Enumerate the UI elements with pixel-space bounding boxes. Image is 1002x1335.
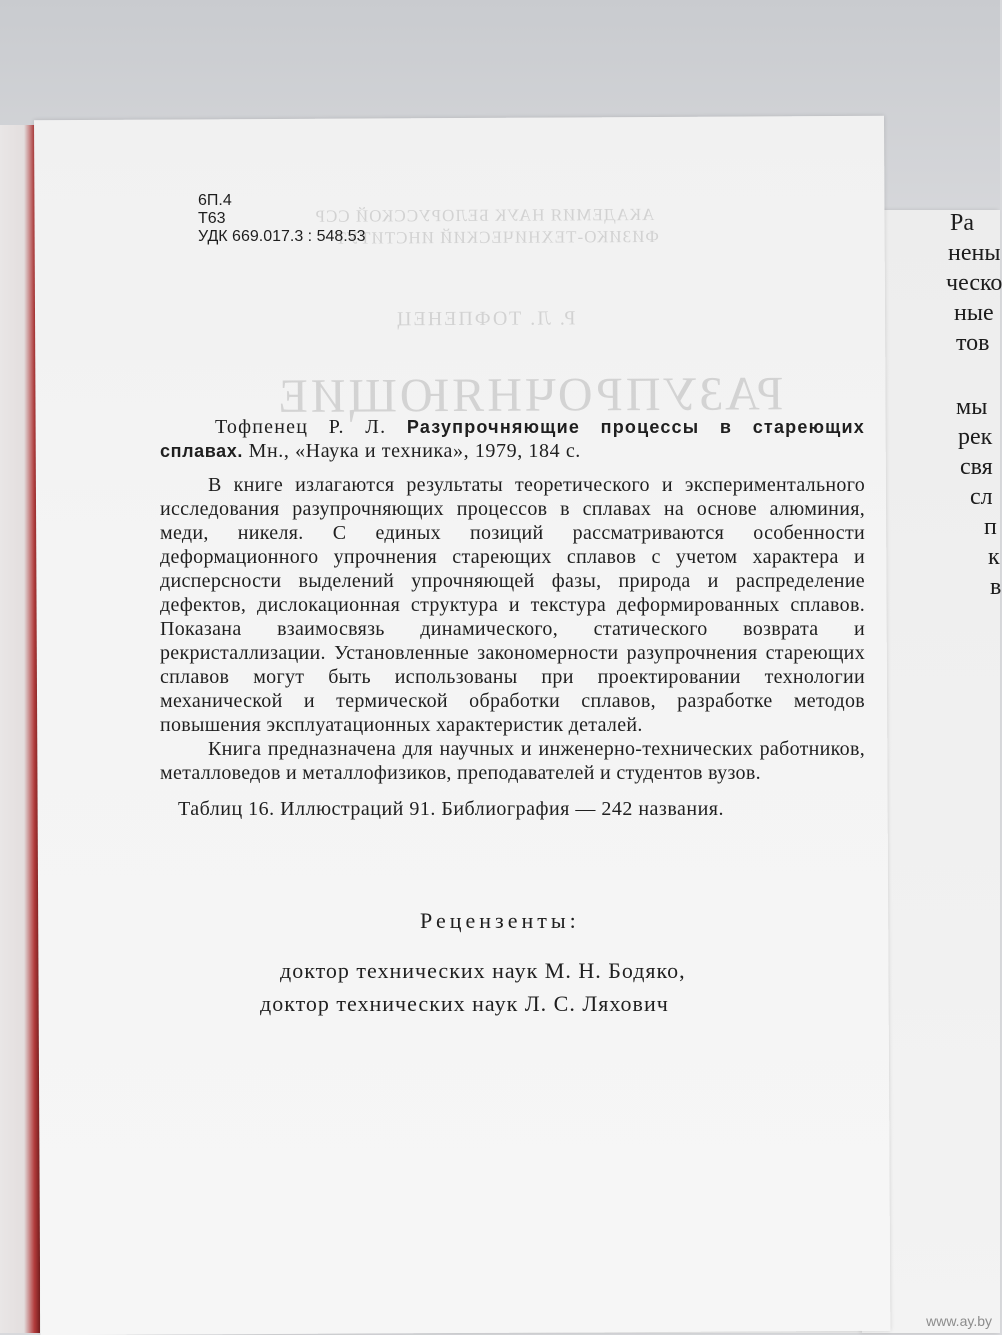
reviewer-entry: доктор технических наук Л. С. Ляхович: [260, 991, 669, 1016]
publication-info: Мн., «Наука и техника», 1979, 184 с.: [248, 440, 581, 462]
bleed-through-text: РАЗУПРОЧНЯЮЩИЕ: [275, 367, 784, 423]
counts-line: Таблиц 16. Иллюстраций 91. Библиография — 242 названия.: [178, 798, 724, 820]
facing-text-fragment: рек: [958, 424, 993, 450]
reviewer-entry: доктор технических наук М. Н. Бодяко,: [280, 958, 686, 983]
author-name: Тофпенец Р. Л.: [215, 416, 387, 438]
facing-text-fragment: Ра: [950, 210, 974, 236]
reviewers-block: [260, 908, 820, 1020]
site-watermark: www.ay.by: [926, 1313, 992, 1329]
facing-text-fragment: п: [984, 514, 997, 540]
bbk-code: 6П.4: [198, 192, 232, 209]
bleed-through-text: АКАДЕМИЯ НАУК БЕЛОРУССКОЙ ССР: [314, 204, 655, 226]
author-mark: Т63: [198, 210, 226, 227]
bibliographic-record: [160, 415, 865, 821]
udc-code: УДК 669.017.3 : 548.53: [198, 228, 366, 245]
bleed-through-text: Р. Л. ТОФПЕНЕЦ: [394, 307, 576, 331]
reviewers-heading: Рецензенты:: [420, 908, 580, 933]
facing-text-fragment: к: [988, 544, 1000, 570]
book-title: Разупрочняющие процессы в стареющих: [406, 417, 866, 437]
reference-line: [160, 439, 865, 463]
abstract-paragraph: В книге излагаются результаты теоретического и экспериментального исследования разупрочняющих процессов в сплавах на основе алюминия, меди, никеля. С единых позиций рассматриваются особенности деформационного упрочнения стареющих сплавов с учетом характера и дисперсности выделений упрочняющей фазы, природа и распределение дефектов, дислокационная структура и текстура деформированных сплавов. Показана взаимосвязь динамического, статического возврата и рекристаллизации. Установленные закономерности разупрочнения стареющих сплавов могут быть использованы при проектировании технологии механической и термической обработки сплавов, разработке методов повышения эксплуатационных характеристик деталей.: [160, 474, 865, 736]
classification-codes: [198, 192, 366, 246]
facing-text-fragment: ные: [954, 300, 994, 326]
audience-paragraph: Книга предназначена для научных и инженерно-технических работников, металловедов и металлофизиков, преподавателей и студентов вузов.: [160, 738, 865, 784]
bleed-through-text: ФИЗИКО-ТЕХНИЧЕСКИЙ ИНСТИТУТ: [334, 226, 659, 248]
facing-text-fragment: в: [990, 574, 1002, 600]
book-title-end: сплавах.: [160, 441, 243, 461]
facing-text-fragment: свя: [960, 454, 993, 480]
facing-text-fragment: сл: [970, 484, 993, 510]
facing-text-fragment: ческо: [946, 270, 1002, 296]
facing-text-fragment: мы: [956, 394, 988, 420]
facing-text-fragment: нены: [948, 240, 1001, 266]
facing-text-fragment: тов: [956, 330, 990, 356]
reference-line: [160, 415, 865, 439]
